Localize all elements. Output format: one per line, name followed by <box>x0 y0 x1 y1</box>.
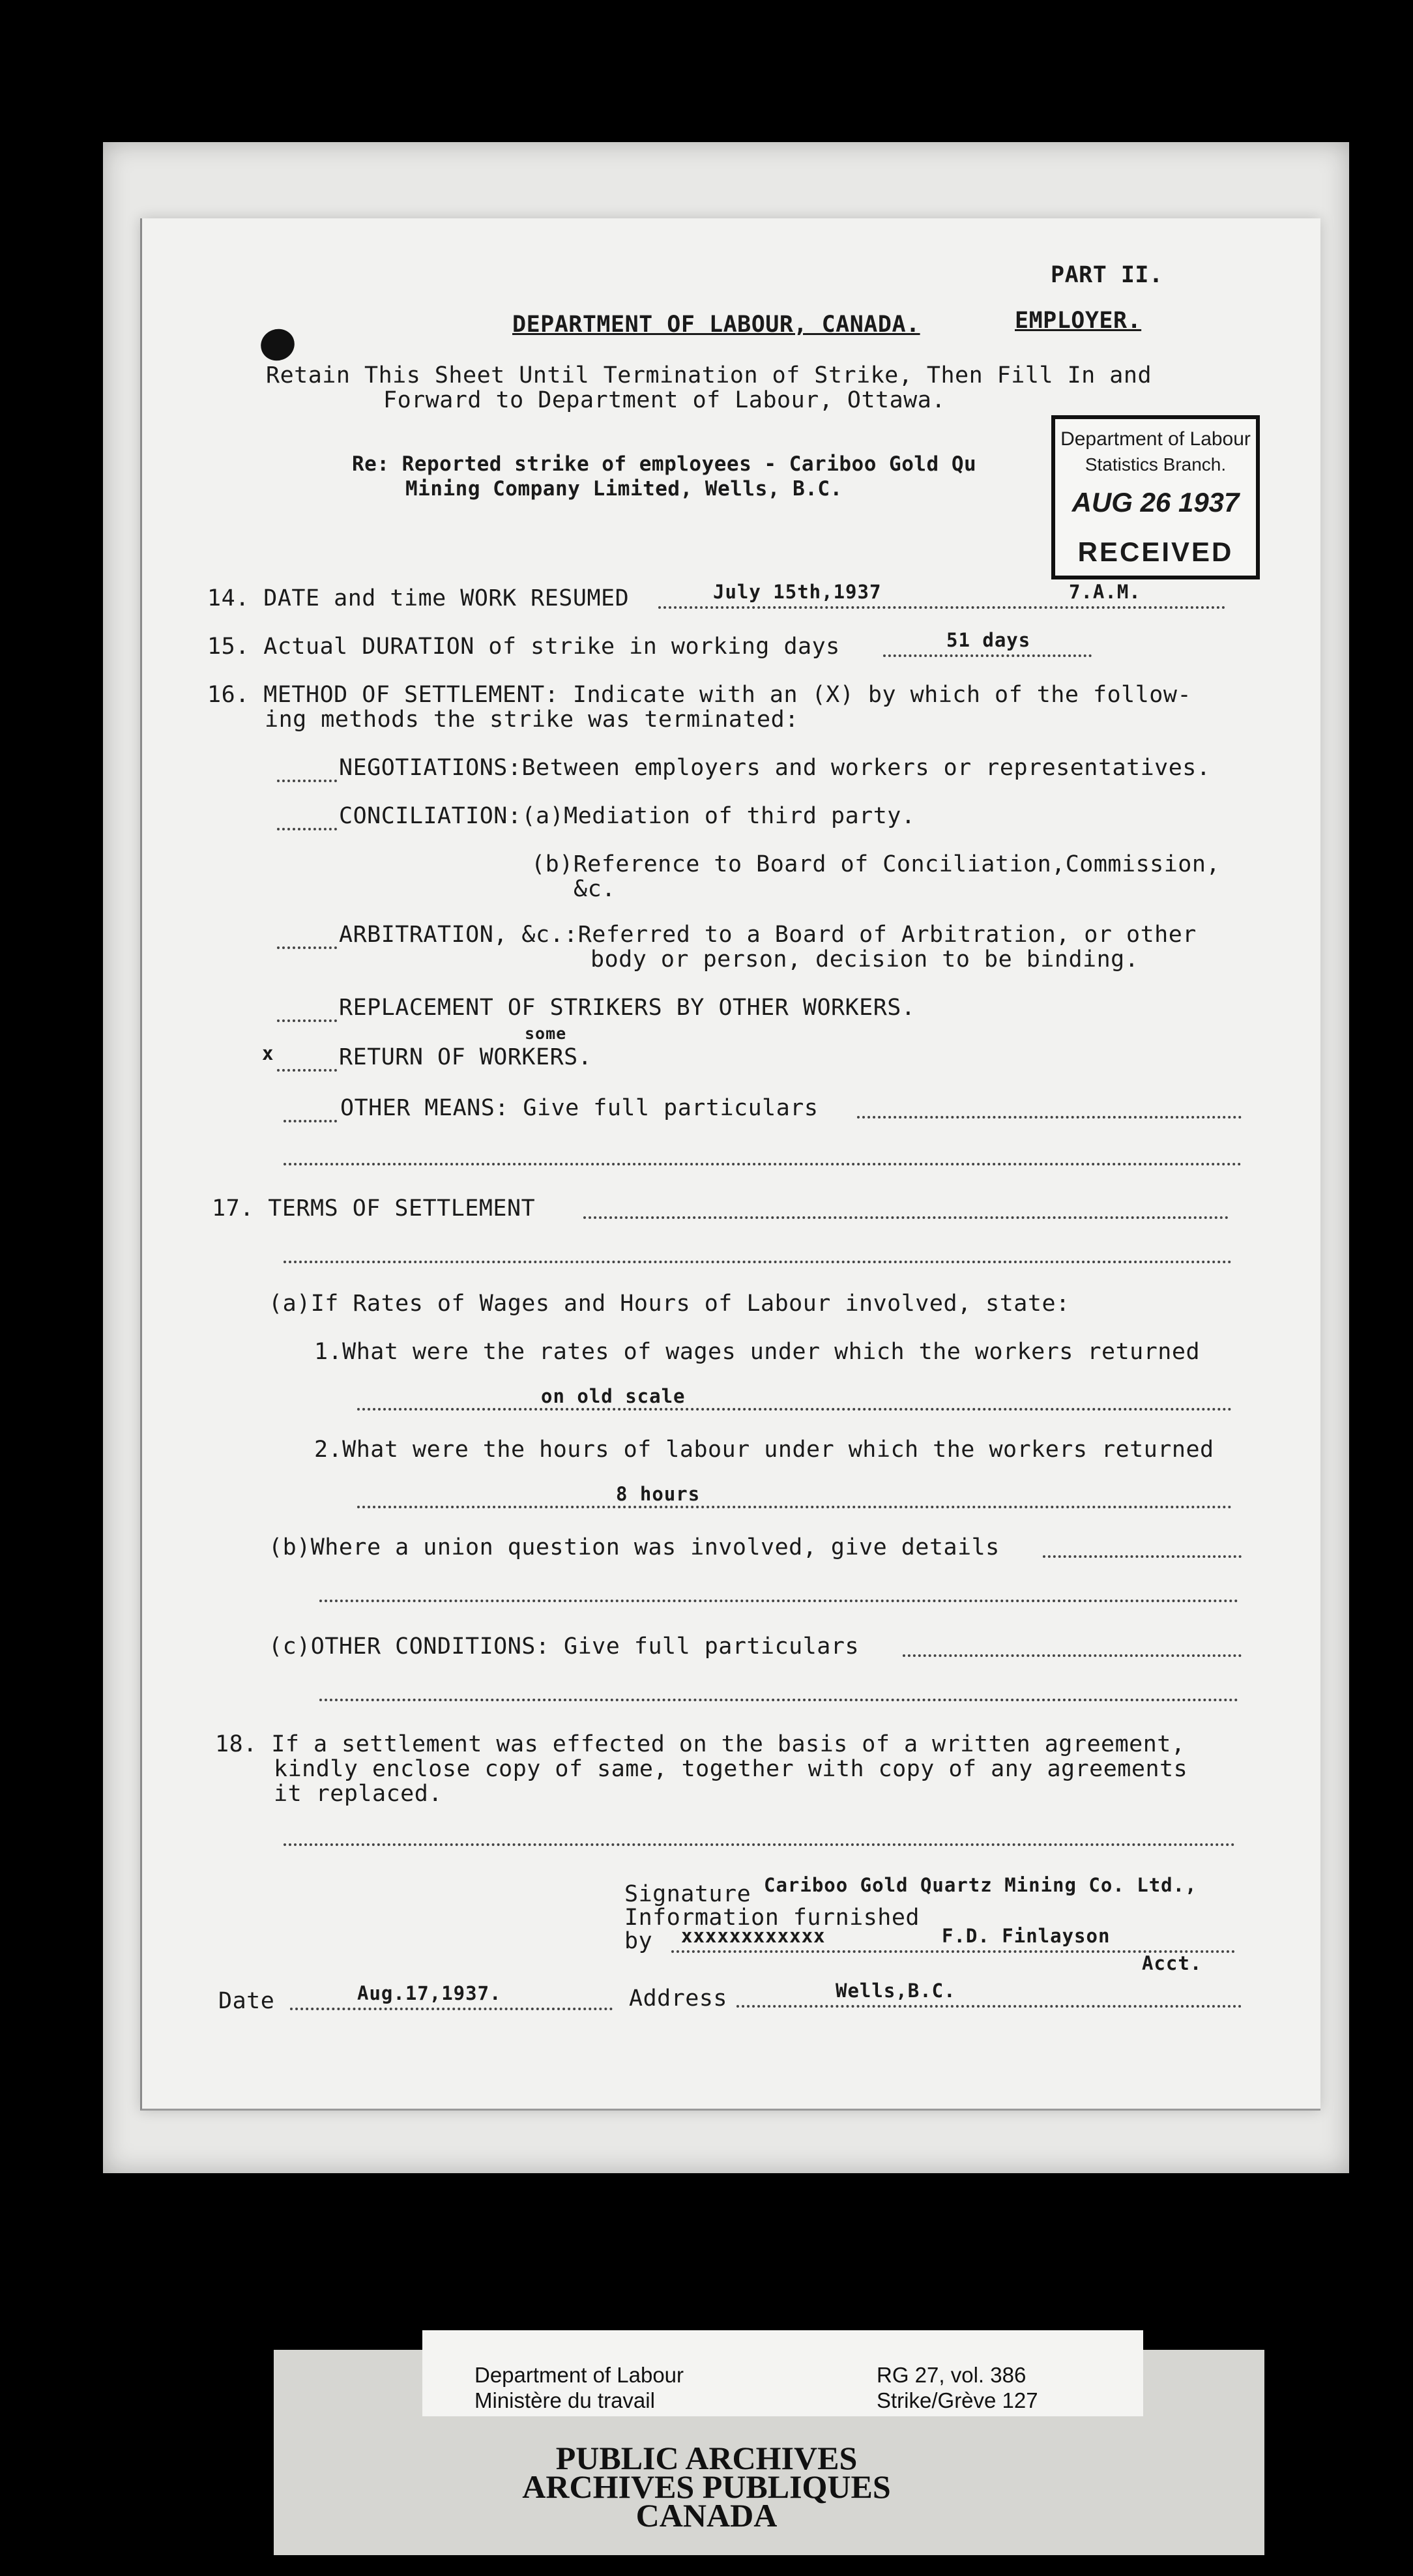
archives-publiques: ARCHIVES PUBLIQUES <box>522 2468 891 2505</box>
address-label: Address <box>629 1985 728 2012</box>
q14-time: 7.A.M. <box>1069 581 1141 603</box>
q16-line-2: ing methods the strike was terminated: <box>265 707 799 733</box>
q15-value: 51 days <box>946 629 1031 651</box>
q17c-line-2 <box>319 1699 1238 1701</box>
stamp-date: AUG 26 1937 <box>1071 487 1240 518</box>
conciliation-b-1: (b)Reference to Board of Conciliation,Commission, <box>531 851 1221 877</box>
re-line-1: Re: Reported strike of employees - Cariboo Gold Qu <box>352 452 977 476</box>
negotiations: NEGOTIATIONS:Between employers and workers or representatives. <box>339 755 1211 781</box>
q17c-line <box>903 1654 1242 1657</box>
public-archives: PUBLIC ARCHIVES <box>555 2440 858 2476</box>
address-line <box>736 2005 1242 2008</box>
q17a-2: 2.What were the hours of labour under which the workers returned <box>314 1437 1214 1463</box>
q17a-1-value: on old scale <box>541 1385 686 1407</box>
archive-ref: RG 27, vol. 386 <box>877 2363 1027 2387</box>
archive-dept-en: Department of Labour <box>474 2363 684 2387</box>
q16-line-1: 16. METHOD OF SETTLEMENT: Indicate with an (X) by which of the follow- <box>207 682 1192 708</box>
q17a-1: 1.What were the rates of wages under which the workers returned <box>314 1339 1201 1365</box>
q14-date: July 15th,1937 <box>713 581 882 603</box>
q14-line <box>658 606 1225 609</box>
struck-text: xxxxxxxxxxxx <box>681 1925 826 1947</box>
q17b-line <box>1043 1555 1242 1558</box>
furnished-by-role: Acct. <box>1142 1952 1202 1974</box>
replacement-blank <box>277 1019 337 1022</box>
arbitration-2: body or person, decision to be binding. <box>590 946 1139 973</box>
other-means: OTHER MEANS: Give full particulars <box>340 1095 819 1121</box>
arbitration-blank <box>277 946 337 949</box>
date-line <box>290 2008 613 2010</box>
q18-line <box>284 1843 1235 1846</box>
by-label: by <box>624 1928 653 1954</box>
department-title: DEPARTMENT OF LABOUR, CANADA. <box>512 312 920 338</box>
other-means-line-2 <box>284 1163 1242 1165</box>
q17b: (b)Where a union question was involved, give details <box>269 1534 1000 1560</box>
instruction-line-1: Retain This Sheet Until Termination of Strike, Then Fill In and <box>266 362 1152 388</box>
q18-line-3: it replaced. <box>274 1781 443 1807</box>
date-label: Date <box>218 1988 275 2014</box>
q17a-1-line <box>357 1408 1232 1411</box>
stamp-received: RECEIVED <box>1077 536 1234 567</box>
signature-value: Cariboo Gold Quartz Mining Co. Ltd., <box>764 1874 1197 1896</box>
signature-label: Signature <box>624 1881 751 1907</box>
q17a: (a)If Rates of Wages and Hours of Labour involved, state: <box>269 1291 1070 1317</box>
q17a-2-value: 8 hours <box>616 1483 701 1505</box>
date-value: Aug.17,1937. <box>357 1982 502 2004</box>
q18-line-2: kindly enclose copy of same, together with copy of any agreements <box>274 1756 1188 1782</box>
instruction-line-2: Forward to Department of Labour, Ottawa. <box>383 387 946 413</box>
arbitration-1: ARBITRATION, &c.:Referred to a Board of Arbitration, or other <box>339 922 1197 948</box>
q17a-2-line <box>357 1506 1232 1508</box>
conciliation-b-2: &c. <box>574 876 616 902</box>
q17-line-2 <box>284 1261 1232 1263</box>
re-line-2: Mining Company Limited, Wells, B.C. <box>405 477 843 501</box>
conciliation-blank <box>277 828 337 830</box>
q15-line <box>883 654 1092 657</box>
q17-label: 17. TERMS OF SETTLEMENT <box>212 1195 536 1222</box>
address-value: Wells,B.C. <box>836 1980 956 2002</box>
conciliation-a: CONCILIATION:(a)Mediation of third party. <box>339 803 916 829</box>
negotiations-blank <box>277 780 337 782</box>
stamp-department: Department of Labour <box>1060 428 1251 450</box>
other-means-line <box>857 1116 1242 1119</box>
archive-strike: Strike/Grève 127 <box>877 2388 1038 2412</box>
archives-canada: CANADA <box>635 2497 778 2534</box>
archive-dept-fr: Ministère du travail <box>474 2388 655 2412</box>
replacement: REPLACEMENT OF STRIKERS BY OTHER WORKERS. <box>339 995 916 1021</box>
return-mark: x <box>262 1042 274 1064</box>
employer-label: EMPLOYER. <box>1015 308 1142 334</box>
received-stamp <box>1051 415 1260 579</box>
q17b-line-2 <box>319 1600 1238 1602</box>
part-label: PART II. <box>1051 262 1163 288</box>
return-blank <box>277 1069 337 1072</box>
q17c: (c)OTHER CONDITIONS: Give full particulars <box>269 1633 860 1660</box>
q18-line-1: 18. If a settlement was effected on the basis of a written agreement, <box>215 1731 1186 1757</box>
q15-label: 15. Actual DURATION of strike in working days <box>207 634 840 660</box>
furnished-by-name: F.D. Finlayson <box>942 1925 1111 1947</box>
q17-line <box>583 1216 1229 1219</box>
other-means-blank <box>284 1120 337 1122</box>
return-of-workers: RETURN OF WORKERS. <box>339 1044 592 1070</box>
q14-label: 14. DATE and time WORK RESUMED <box>207 585 630 611</box>
info-furnished: Information furnished <box>624 1905 920 1931</box>
return-insert: some <box>525 1024 567 1043</box>
stamp-branch: Statistics Branch. <box>1085 454 1227 475</box>
